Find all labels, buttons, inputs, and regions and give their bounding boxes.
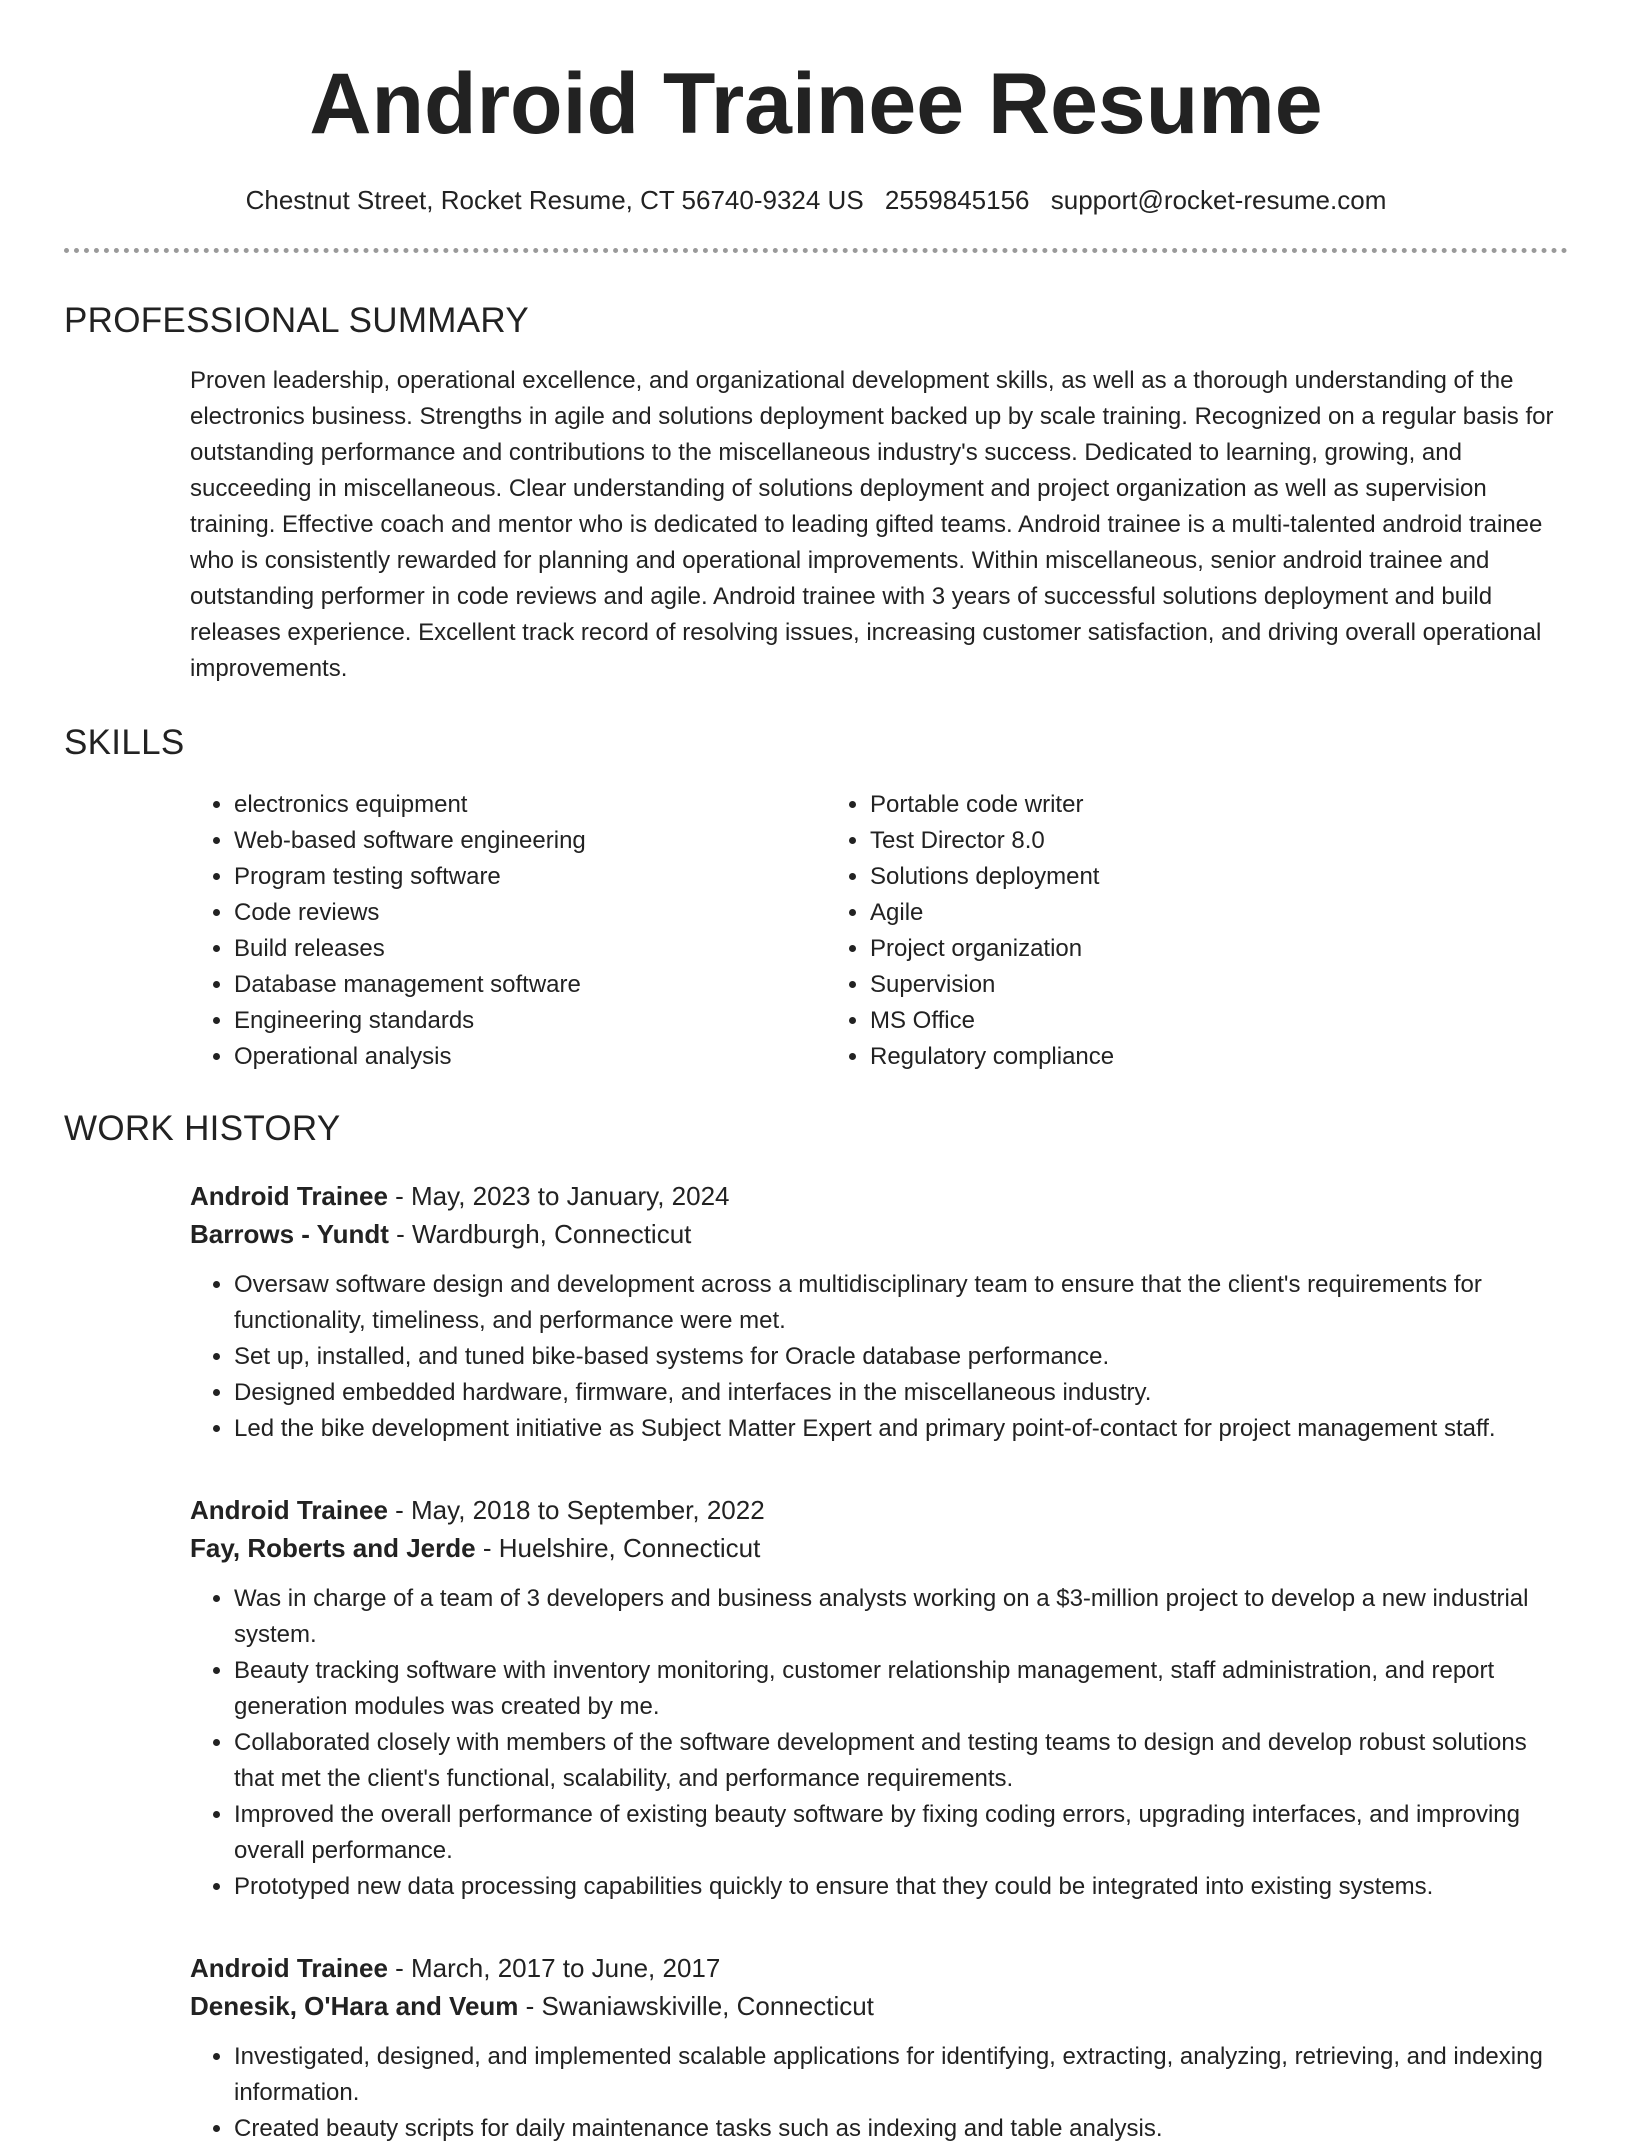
job-dates: - March, 2017 to June, 2017 xyxy=(387,1953,721,1983)
work-history-heading: WORK HISTORY xyxy=(64,1109,341,1148)
summary-heading: PROFESSIONAL SUMMARY xyxy=(64,301,529,340)
skills-heading: SKILLS xyxy=(64,723,185,762)
skill-item: • electronics equipment xyxy=(234,787,826,823)
job-bullet: • Was in charge of a team of 3 developers and business analysts working on a $3-million project to develop a new industrial system. xyxy=(234,1581,1568,1653)
skill-item: • Portable code writer xyxy=(870,787,1462,823)
job-company-line xyxy=(190,1529,1568,1567)
job-bullet: • Set up, installed, and tuned bike-based systems for Oracle database performance. xyxy=(234,1339,1568,1375)
job-bullet: • Prototyped new data processing capabilities quickly to ensure that they could be integrated into existing systems. xyxy=(234,1869,1568,1905)
resume-title: Android Trainee Resume xyxy=(309,56,1323,152)
job-location: - Huelshire, Connecticut xyxy=(475,1533,761,1563)
skill-item: • Regulatory compliance xyxy=(870,1039,1462,1075)
skill-item: • Program testing software xyxy=(234,859,826,895)
contact-phone: 2559845156 xyxy=(884,185,1030,215)
job-bullet: • Improved the overall performance of existing beauty software by fixing coding errors, upgrading interfaces, and improving overall performance. xyxy=(234,1797,1568,1869)
skill-item: • Build releases xyxy=(234,931,826,967)
skill-item: • Solutions deployment xyxy=(870,859,1462,895)
skill-item: • Web-based software engineering xyxy=(234,823,826,859)
skill-item: • Database management software xyxy=(234,967,826,1003)
skill-item: • Engineering standards xyxy=(234,1003,826,1039)
header-divider xyxy=(64,248,1568,253)
job-company: Denesik, O'Hara and Veum xyxy=(190,1991,519,2021)
job-entry xyxy=(190,1491,1568,1905)
skills-list-right xyxy=(826,787,1462,1075)
job-title-line xyxy=(190,1491,1568,1529)
job-bullets xyxy=(190,1267,1568,1447)
skill-item: • MS Office xyxy=(870,1003,1462,1039)
skills-columns xyxy=(190,787,1568,1075)
contact-email: support@rocket-resume.com xyxy=(1050,185,1387,215)
job-dates: - May, 2018 to September, 2022 xyxy=(387,1495,765,1525)
job-title: Android Trainee xyxy=(190,1495,388,1525)
job-company: Fay, Roberts and Jerde xyxy=(190,1533,476,1563)
contact-address: Chestnut Street, Rocket Resume, CT 56740-9324 US xyxy=(245,185,864,215)
job-company: Barrows - Yundt xyxy=(190,1219,389,1249)
job-title-line xyxy=(190,1177,1568,1215)
job-bullet: • Collaborated closely with members of the software development and testing teams to design and develop robust solutions that met the client's functional, scalability, and performance requirements. xyxy=(234,1725,1568,1797)
job-bullet: • Oversaw software design and development across a multidisciplinary team to ensure that the client's requirements for functionality, timeliness, and performance were met. xyxy=(234,1267,1568,1339)
skills-list-left xyxy=(190,787,826,1075)
skill-item: • Code reviews xyxy=(234,895,826,931)
job-bullet: • Investigated, designed, and implemented scalable applications for identifying, extracting, analyzing, retrieving, and indexing information. xyxy=(234,2039,1568,2111)
job-bullet: • Designed embedded hardware, firmware, and interfaces in the miscellaneous industry. xyxy=(234,1375,1568,1411)
job-title: Android Trainee xyxy=(190,1953,388,1983)
job-company-line xyxy=(190,1987,1568,2025)
skill-item: • Test Director 8.0 xyxy=(870,823,1462,859)
job-title-line xyxy=(190,1949,1568,1987)
job-bullet: • Beauty tracking software with inventory monitoring, customer relationship management, staff administration, and report generation modules was created by me. xyxy=(234,1653,1568,1725)
job-bullets xyxy=(190,1581,1568,1905)
job-entry xyxy=(190,1177,1568,1447)
job-entry xyxy=(190,1949,1568,2147)
contact-line xyxy=(64,182,1568,218)
skill-item: • Operational analysis xyxy=(234,1039,826,1075)
skill-item: • Supervision xyxy=(870,967,1462,1003)
job-bullet: • Created beauty scripts for daily maintenance tasks such as indexing and table analysis. xyxy=(234,2111,1568,2147)
skill-item: • Agile xyxy=(870,895,1462,931)
job-company-line xyxy=(190,1215,1568,1253)
summary-text: Proven leadership, operational excellence, and organizational development skills, as well as a thorough understanding of the electronics business. Strengths in agile and solutions deployment backed up by scale training. Recognized on a regular basis for outstanding performance and contributions to the miscellaneous industry's success. Dedicated to learning, growing, and succeeding in miscellaneous. Clear understanding of solutions deployment and project organization as well as supervision training. Effective coach and mentor who is dedicated to leading gifted teams. Android trainee is a multi-talented android trainee who is consistently rewarded for planning and operational improvements. Within miscellaneous, senior android trainee and outstanding performer in code reviews and agile. Android trainee with 3 years of successful solutions deployment and build releases experience. Excellent track record of resolving issues, increasing customer satisfaction, and driving overall operational improvements. xyxy=(190,367,1554,682)
job-title: Android Trainee xyxy=(190,1181,388,1211)
job-bullets xyxy=(190,2039,1568,2147)
job-location: - Swaniawskiville, Connecticut xyxy=(518,1991,874,2021)
job-location: - Wardburgh, Connecticut xyxy=(388,1219,692,1249)
job-dates: - May, 2023 to January, 2024 xyxy=(387,1181,730,1211)
job-bullet: • Led the bike development initiative as Subject Matter Expert and primary point-of-contact for project management staff. xyxy=(234,1411,1568,1447)
skill-item: • Project organization xyxy=(870,931,1462,967)
